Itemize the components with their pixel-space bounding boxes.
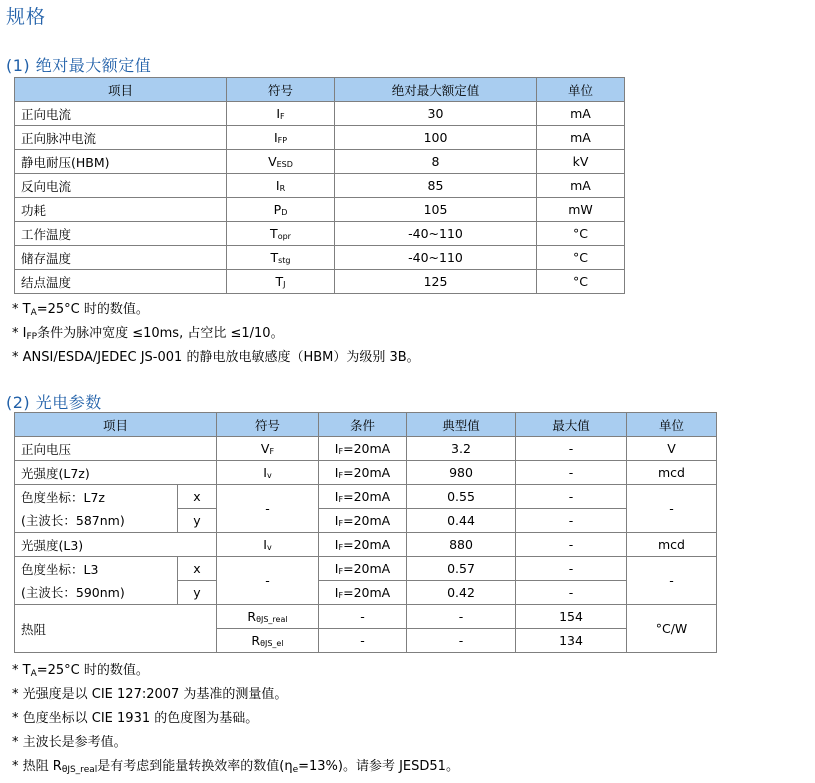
item-cell: 正向电压 bbox=[15, 437, 217, 461]
unit-cell: - bbox=[627, 485, 717, 533]
condition-cell: IF=20mA bbox=[319, 557, 407, 581]
table-row bbox=[15, 605, 717, 629]
table-row bbox=[15, 198, 625, 222]
max-cell: - bbox=[516, 509, 627, 533]
note-esd: * ANSI/ESDA/JEDEC JS-001 的静电放电敏感度（HBM）为级别 3B。 bbox=[12, 350, 420, 365]
value-cell: 30 bbox=[335, 102, 537, 126]
axis-cell: x bbox=[178, 485, 217, 509]
symbol-cell: Topr bbox=[227, 222, 335, 246]
value-cell: 105 bbox=[335, 198, 537, 222]
column-header: 典型值 bbox=[407, 413, 516, 437]
table-row bbox=[15, 150, 625, 174]
unit-cell: V bbox=[627, 437, 717, 461]
unit-cell: mA bbox=[537, 102, 625, 126]
item-cell: 储存温度 bbox=[15, 246, 227, 270]
table-row bbox=[15, 126, 625, 150]
column-header: 项目 bbox=[15, 413, 217, 437]
table-row bbox=[15, 581, 717, 605]
symbol-cell: - bbox=[217, 485, 319, 533]
max-cell: 154 bbox=[516, 605, 627, 629]
item-cell: 结点温度 bbox=[15, 270, 227, 294]
table-row bbox=[15, 246, 625, 270]
typical-cell: - bbox=[407, 629, 516, 653]
axis-cell: y bbox=[178, 509, 217, 533]
max-cell: - bbox=[516, 461, 627, 485]
value-cell: -40~110 bbox=[335, 222, 537, 246]
symbol-cell: PD bbox=[227, 198, 335, 222]
typical-cell: 3.2 bbox=[407, 437, 516, 461]
condition-cell: IF=20mA bbox=[319, 581, 407, 605]
symbol-cell: Iv bbox=[217, 461, 319, 485]
table-header-row bbox=[15, 413, 717, 437]
unit-cell: mA bbox=[537, 126, 625, 150]
typical-cell: 0.42 bbox=[407, 581, 516, 605]
symbol-cell: IFP bbox=[227, 126, 335, 150]
condition-cell: - bbox=[319, 629, 407, 653]
unit-cell: mW bbox=[537, 198, 625, 222]
table-row bbox=[15, 437, 717, 461]
symbol-cell: RθJS_el bbox=[217, 629, 319, 653]
unit-cell: mcd bbox=[627, 461, 717, 485]
symbol-cell: IR bbox=[227, 174, 335, 198]
symbol-cell: RθJS_real bbox=[217, 605, 319, 629]
note-cie1931: * 色度坐标以 CIE 1931 的色度图为基础。 bbox=[12, 711, 259, 726]
item-cell: 正向脉冲电流 bbox=[15, 126, 227, 150]
condition-cell: IF=20mA bbox=[319, 533, 407, 557]
item-cell: (主波长：590nm) bbox=[15, 581, 178, 605]
item-cell: 色度坐标：L3 bbox=[15, 557, 178, 581]
column-header: 绝对最大额定值 bbox=[335, 78, 537, 102]
column-header: 条件 bbox=[319, 413, 407, 437]
unit-cell: °C bbox=[537, 222, 625, 246]
note-dominant-wavelength: * 主波长是参考值。 bbox=[12, 735, 127, 750]
typical-cell: 0.44 bbox=[407, 509, 516, 533]
table-row bbox=[15, 174, 625, 198]
note-ta-optical: * $T_A=25^\circ C$ 时的数值。 bbox=[12, 663, 149, 679]
column-header: 单位 bbox=[627, 413, 717, 437]
item-cell: 功耗 bbox=[15, 198, 227, 222]
typical-cell: 880 bbox=[407, 533, 516, 557]
section-heading-optical: (2) 光电参数 bbox=[6, 393, 102, 412]
item-cell: 色度坐标：L7z bbox=[15, 485, 178, 509]
unit-cell: °C/W bbox=[627, 605, 717, 653]
max-cell: - bbox=[516, 581, 627, 605]
value-cell: 100 bbox=[335, 126, 537, 150]
unit-cell: °C bbox=[537, 246, 625, 270]
column-header: 项目 bbox=[15, 78, 227, 102]
symbol-cell: Iv bbox=[217, 533, 319, 557]
condition-cell: - bbox=[319, 605, 407, 629]
item-cell: 热阻 bbox=[15, 605, 217, 653]
table-row bbox=[15, 509, 717, 533]
symbol-cell: VF bbox=[217, 437, 319, 461]
value-cell: 125 bbox=[335, 270, 537, 294]
unit-cell: - bbox=[627, 557, 717, 605]
table-row bbox=[15, 461, 717, 485]
symbol-cell: IF bbox=[227, 102, 335, 126]
note-pulse: * $I_{FP}$条件为脉冲宽度 ≤10ms, 占空比 ≤1/10。 bbox=[12, 326, 284, 342]
condition-cell: IF=20mA bbox=[319, 461, 407, 485]
unit-cell: mA bbox=[537, 174, 625, 198]
symbol-cell: VESD bbox=[227, 150, 335, 174]
unit-cell: kV bbox=[537, 150, 625, 174]
table-row bbox=[15, 222, 625, 246]
condition-cell: IF=20mA bbox=[319, 509, 407, 533]
item-cell: 静电耐压(HBM) bbox=[15, 150, 227, 174]
item-cell: 光强度(L3) bbox=[15, 533, 217, 557]
table-row bbox=[15, 485, 717, 509]
symbol-cell: TJ bbox=[227, 270, 335, 294]
table-row bbox=[15, 270, 625, 294]
value-cell: -40~110 bbox=[335, 246, 537, 270]
optical-params-table bbox=[14, 412, 717, 653]
column-header: 符号 bbox=[217, 413, 319, 437]
axis-cell: y bbox=[178, 581, 217, 605]
value-cell: 8 bbox=[335, 150, 537, 174]
table-row bbox=[15, 102, 625, 126]
table-header-row bbox=[15, 78, 625, 102]
symbol-cell: - bbox=[217, 557, 319, 605]
typical-cell: - bbox=[407, 605, 516, 629]
condition-cell: IF=20mA bbox=[319, 485, 407, 509]
unit-cell: mcd bbox=[627, 533, 717, 557]
item-cell: (主波长：587nm) bbox=[15, 509, 178, 533]
item-cell: 反向电流 bbox=[15, 174, 227, 198]
table-row bbox=[15, 557, 717, 581]
value-cell: 85 bbox=[335, 174, 537, 198]
max-cell: 134 bbox=[516, 629, 627, 653]
typical-cell: 0.55 bbox=[407, 485, 516, 509]
max-cell: - bbox=[516, 533, 627, 557]
absolute-max-ratings-table bbox=[14, 77, 625, 294]
max-cell: - bbox=[516, 485, 627, 509]
column-header: 符号 bbox=[227, 78, 335, 102]
note-thermal-resistance: * 热阻 $R_{\theta JS\_real}$是有考虑到能量转换效率的数值$(\eta_e=13\%)$。请参考 JESD51。 bbox=[12, 759, 459, 775]
typical-cell: 0.57 bbox=[407, 557, 516, 581]
note-ta: * $T_A=25^\circ C$ 时的数值。 bbox=[12, 302, 149, 318]
page-title: 规格 bbox=[6, 6, 47, 28]
item-cell: 工作温度 bbox=[15, 222, 227, 246]
item-cell: 正向电流 bbox=[15, 102, 227, 126]
table-row bbox=[15, 533, 717, 557]
note-cie127: * 光强度是以 CIE 127:2007 为基准的测量值。 bbox=[12, 687, 288, 702]
column-header: 最大值 bbox=[516, 413, 627, 437]
condition-cell: IF=20mA bbox=[319, 437, 407, 461]
section-heading-absolute-max: (1) 绝对最大额定值 bbox=[6, 56, 152, 75]
max-cell: - bbox=[516, 557, 627, 581]
max-cell: - bbox=[516, 437, 627, 461]
symbol-cell: Tstg bbox=[227, 246, 335, 270]
axis-cell: x bbox=[178, 557, 217, 581]
unit-cell: °C bbox=[537, 270, 625, 294]
column-header: 单位 bbox=[537, 78, 625, 102]
typical-cell: 980 bbox=[407, 461, 516, 485]
item-cell: 光强度(L7z) bbox=[15, 461, 217, 485]
